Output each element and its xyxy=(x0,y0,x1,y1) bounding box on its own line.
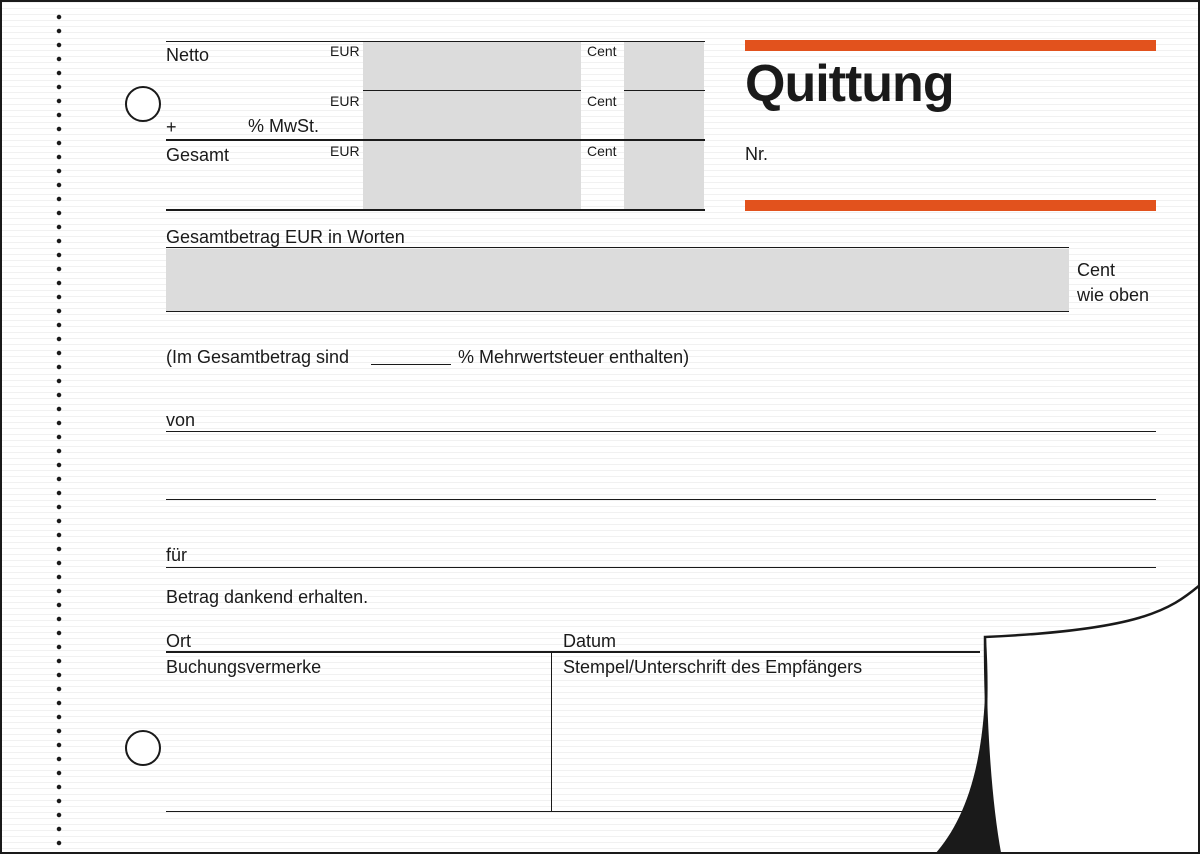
amount-in-words-label: Gesamtbetrag EUR in Worten xyxy=(166,227,405,247)
stamp-signature-label: Stempel/Unterschrift des Empfängers xyxy=(563,657,863,677)
cent-label-row3: Cent xyxy=(587,143,617,159)
datum-label: Datum xyxy=(563,631,617,651)
cent-note-line2: wie oben xyxy=(1077,285,1150,305)
vat-note-before: (Im Gesamtbetrag sind xyxy=(166,347,350,367)
plus-label: + xyxy=(166,117,177,137)
vat-note-after: % Mehrwertsteuer enthalten) xyxy=(458,347,690,367)
netto-label: Netto xyxy=(166,45,210,65)
eur-label-row1: EUR xyxy=(330,43,360,59)
gesamt-label: Gesamt xyxy=(166,145,230,165)
mwst-label: % MwSt. xyxy=(248,116,320,136)
cent-label-row2: Cent xyxy=(587,93,617,109)
von-label: von xyxy=(166,410,196,430)
ort-label: Ort xyxy=(166,631,191,651)
received-text: Betrag dankend erhalten. xyxy=(166,587,369,607)
booking-notes-label: Buchungsvermerke xyxy=(166,657,322,677)
fuer-label: für xyxy=(166,545,188,565)
receipt-number-label: Nr. xyxy=(745,144,769,164)
cent-label-row1: Cent xyxy=(587,43,617,59)
eur-label-row2: EUR xyxy=(330,93,360,109)
eur-label-row3: EUR xyxy=(330,143,360,159)
cent-note-line1: Cent xyxy=(1077,260,1116,280)
document-title: Quittung xyxy=(745,55,954,113)
